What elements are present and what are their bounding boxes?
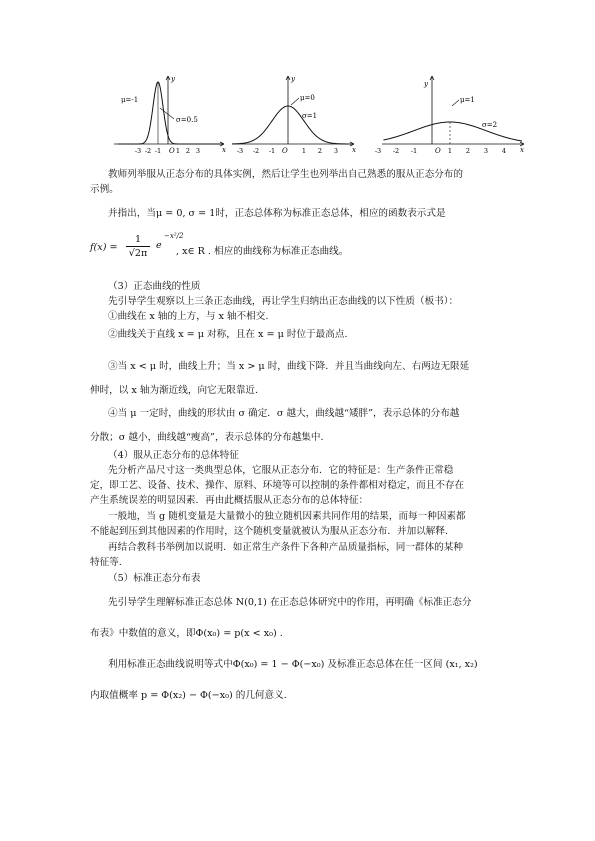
x-tick-label: -1 [154, 147, 162, 155]
standard-normal-density-formula [90, 232, 510, 272]
sigma-label: σ=1 [302, 112, 318, 120]
paragraph-interval-probability-2: 内取值概率 p = Φ(x₂) − Φ(−x₀) 的几何意义. [90, 690, 287, 701]
heading-population-features: （4）服从正态分布的总体特征 [108, 450, 239, 461]
property-4-cont: 分散；σ 越小，曲线越“瘦高”，表示总体的分布越集中. [90, 432, 324, 443]
paragraph-examples-cont: 示例。 [90, 184, 119, 195]
paragraph-product-size: 先分析产品尺寸这一类典型总体，它服从正态分布．它的特征是：生产条件正常稳 [108, 465, 454, 476]
heading-standard-normal-table: （5）标准正态分布表 [108, 573, 201, 584]
paragraph-textbook-example: 再结合教科书举例加以说明．如正常生产条件下各种产品质量指标，同一群体的某种 [108, 542, 463, 553]
y-axis-label: y [291, 75, 295, 83]
mu-label: μ=-1 [121, 96, 139, 104]
x-tick-label: -1 [268, 147, 276, 155]
y-axis-label: y [171, 75, 175, 83]
paragraph-general-case-2: 不能起到压到其他因素的作用时，这个随机变量就被认为服从正态分布．并加以解释. [90, 526, 449, 537]
x-tick-label: 4 [501, 147, 507, 155]
x-tick-label: -2 [144, 147, 152, 155]
paragraph-standard-table: 先引导学生理解标准正态总体 N(0,1) 在正态总体研究中的作用，再明确《标准正态分 [108, 597, 472, 608]
formula-exponent: −x²/2 [164, 232, 184, 240]
x-tick-label: -2 [252, 147, 260, 155]
origin-label: O [282, 147, 288, 155]
x-tick-labels [135, 147, 200, 155]
formula-lhs: f(x) = [90, 242, 118, 253]
normal-curve [118, 82, 223, 144]
property-4: ④当 μ 一定时，曲线的形状由 σ 确定．σ 越大，曲线越“矮胖”，表示总体的分布越 [108, 408, 460, 419]
x-tick-label: -3 [374, 147, 382, 155]
property-1: ①曲线在 x 轴的上方，与 x 轴不相交. [108, 311, 269, 322]
normal-curve [383, 122, 522, 141]
x-axis-label: x [222, 146, 226, 154]
normal-curve-plot-1 [112, 72, 232, 162]
formula-numerator: 1 [126, 234, 150, 247]
paragraph-standard-table-2: 布表》中数值的意义，即Φ(x₀) = p(x < x₀) . [90, 628, 283, 639]
paragraph-examples: 教师列举服从正态分布的具体实例，然后让学生也列举出自己熟悉的服从正态分布的 [108, 169, 463, 180]
formula-tail-text: , x∈ R . 相应的曲线称为标准正态曲线。 [176, 246, 349, 257]
x-tick-label: -3 [236, 147, 244, 155]
normal-curve-plot-2 [230, 72, 360, 162]
paragraph-textbook-example-2: 特征等. [90, 557, 122, 568]
sigma-leader-line [160, 108, 174, 119]
mu-label: μ=1 [460, 96, 475, 104]
formula-denominator: √2π [128, 248, 148, 259]
x-tick-label: -2 [392, 147, 400, 155]
paragraph-product-size-3: 产生系统误差的明显因素．再由此概括服从正态分布的总体特征： [90, 495, 369, 506]
property-3-cont: 伸时，以 x 轴为渐近线，向它无限靠近. [90, 385, 259, 396]
mu-leader-line [291, 98, 299, 105]
paragraph-standard-normal: 并指出，当μ = 0, σ = 1时，正态总体称为标准正态总体，相应的函数表示式是 [108, 208, 446, 219]
x-tick-label: -3 [134, 147, 142, 155]
x-tick-label: 2 [317, 147, 323, 155]
sigma-label: σ=0.5 [176, 116, 198, 124]
x-tick-label: 1 [447, 147, 453, 155]
origin-label: O [435, 147, 441, 155]
x-tick-label: 2 [185, 147, 191, 155]
paragraph-general-case: 一般地，当 g 随机变量是大量微小的独立随机因素共同作用的结果，而每一种因素都 [108, 511, 466, 522]
x-tick-label: -1 [410, 147, 418, 155]
normal-curve-plot-3 [374, 72, 530, 162]
x-tick-label: 3 [195, 147, 201, 155]
paragraph-observe-curves: 先引导学生观察以上三条正态曲线，再让学生归纳出正态曲线的以下性质（板书）： [108, 296, 459, 307]
formula-exponential-base: e [156, 240, 162, 251]
normal-curve [232, 106, 352, 144]
property-2: ②曲线关于直线 x = μ 对称，且在 x = μ 时位于最高点. [108, 329, 348, 340]
paragraph-interval-probability: 利用标准正态曲线说明等式中Φ(x₀) = 1 − Φ(−x₀) 及标准正态总体在任一区间 (x₁, x₂) [108, 659, 478, 670]
x-axis-label: x [352, 146, 356, 154]
x-axis-label: x [520, 146, 524, 154]
x-tick-label: 3 [483, 147, 489, 155]
property-3: ③当 x < μ 时，曲线上升；当 x > μ 时，曲线下降．并且当曲线向左、右两边无限延 [108, 361, 470, 372]
formula-fraction [126, 234, 150, 261]
sigma-label: σ=2 [482, 121, 498, 129]
mu-leader-line [452, 100, 459, 106]
x-tick-label: 3 [333, 147, 339, 155]
x-tick-label: 1 [301, 147, 307, 155]
heading-curve-properties: （3）正态曲线的性质 [108, 281, 201, 292]
paragraph-product-size-2: 定，即工艺、设备、技术、操作、原料、环境等可以控制的条件都相对稳定，而且不存在 [90, 480, 465, 491]
y-axis-label: y [424, 80, 428, 88]
origin-label: O [169, 147, 175, 155]
mu-label: μ=0 [300, 94, 315, 102]
x-tick-label: 1 [175, 147, 181, 155]
x-tick-label: 2 [465, 147, 471, 155]
